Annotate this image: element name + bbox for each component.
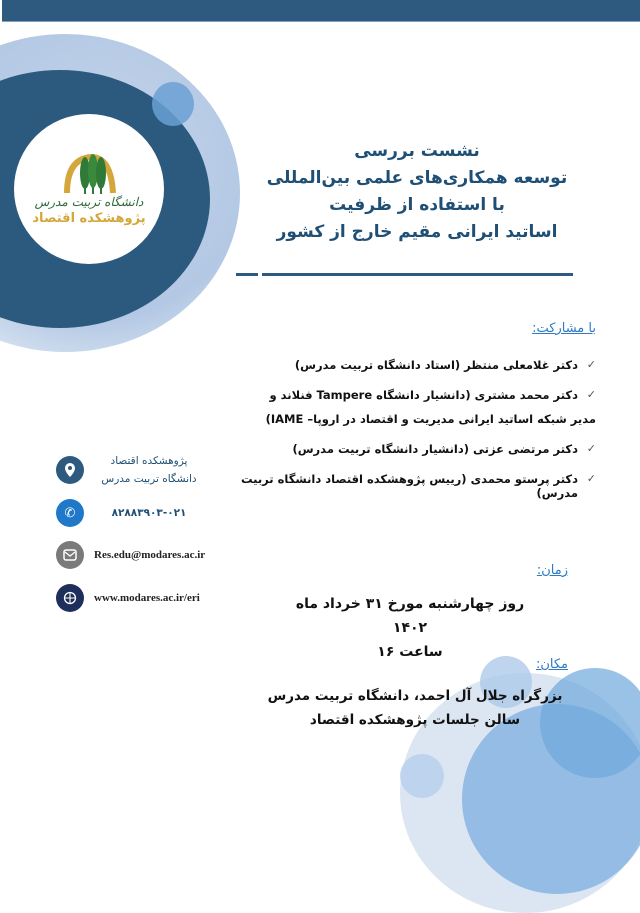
logo-university-name: دانشگاه تربیت مدرس [34,194,144,209]
participant-item: ✓ دکتر پرستو محمدی (رییس پژوهشکده اقتصاد دانشگاه تربیت مدرس) [240,472,596,500]
checkmark-icon: ✓ [586,472,596,485]
globe-icon [56,584,84,612]
checkmark-icon: ✓ [586,358,596,371]
event-location [250,684,580,732]
email-icon [56,541,84,569]
location-line-2: سالن جلسات پژوهشکده اقتصاد [309,712,521,728]
title-divider [262,273,573,276]
email-address[interactable]: Res.edu@modares.ac.ir [94,549,206,561]
institute-logo [14,114,164,264]
location-line-1: بزرگراه جلال آل احمد، دانشگاه تربیت مدرس [267,688,563,704]
phone-icon: ✆ [56,499,84,527]
address-line-1: پژوهشکده اقتصاد [110,455,188,467]
contact-phone [56,499,204,527]
contact-email [56,541,205,569]
event-hour: ساعت ۱۶ [377,644,443,660]
participant-item: ✓ دکتر مرتضی عزتی (دانشیار دانشگاه تربیت مدرس) [292,442,596,456]
cypress-trees-arch-icon [61,153,117,193]
time-heading: زمان: [536,563,568,578]
title-divider-stub [236,273,258,276]
contact-website [56,584,200,612]
participants-list [216,358,596,516]
participant-continuation: مدیر شبکه اساتید ایرانی مدیریت و اقتصاد در اروپا– IAME) [265,412,596,426]
decorative-dot [152,82,194,126]
event-date: روز چهارشنبه مورخ ۳۱ خرداد ماه ۱۴۰۲ [295,596,525,636]
logo-institute-name: پژوهشکده اقتصاد [32,210,146,226]
title-line-4: اساتید ایرانی مقیم خارج از کشور [276,222,558,242]
event-time [280,592,540,664]
location-pin-icon [56,456,84,484]
contact-address [56,452,204,488]
decorative-bubble [400,754,444,798]
website-url[interactable]: www.modares.ac.ir/eri [94,592,200,604]
top-banner-bar [2,0,640,22]
checkmark-icon: ✓ [586,388,596,401]
phone-number[interactable]: ۸۲۸۸۳۹۰۳-۰۲۱ [111,507,187,519]
title-line-1: نشست بررسی [354,141,480,161]
address-line-2: دانشگاه تربیت مدرس [101,473,197,485]
participant-item: ✓ دکتر محمد مشتری (دانشیار دانشگاه Tampere فنلاند و [269,388,596,402]
checkmark-icon: ✓ [586,442,596,455]
title-line-2: توسعه همکاری‌های علمی بین‌المللی [266,168,568,188]
participants-heading: با مشارکت: [532,321,596,336]
event-title [262,138,572,246]
participant-item: ✓ دکتر غلامعلی منتظر (استاد دانشگاه تربیت مدرس) [294,358,596,372]
location-heading: مکان: [535,657,568,672]
title-line-3: با استفاده از ظرفیت [329,195,505,215]
